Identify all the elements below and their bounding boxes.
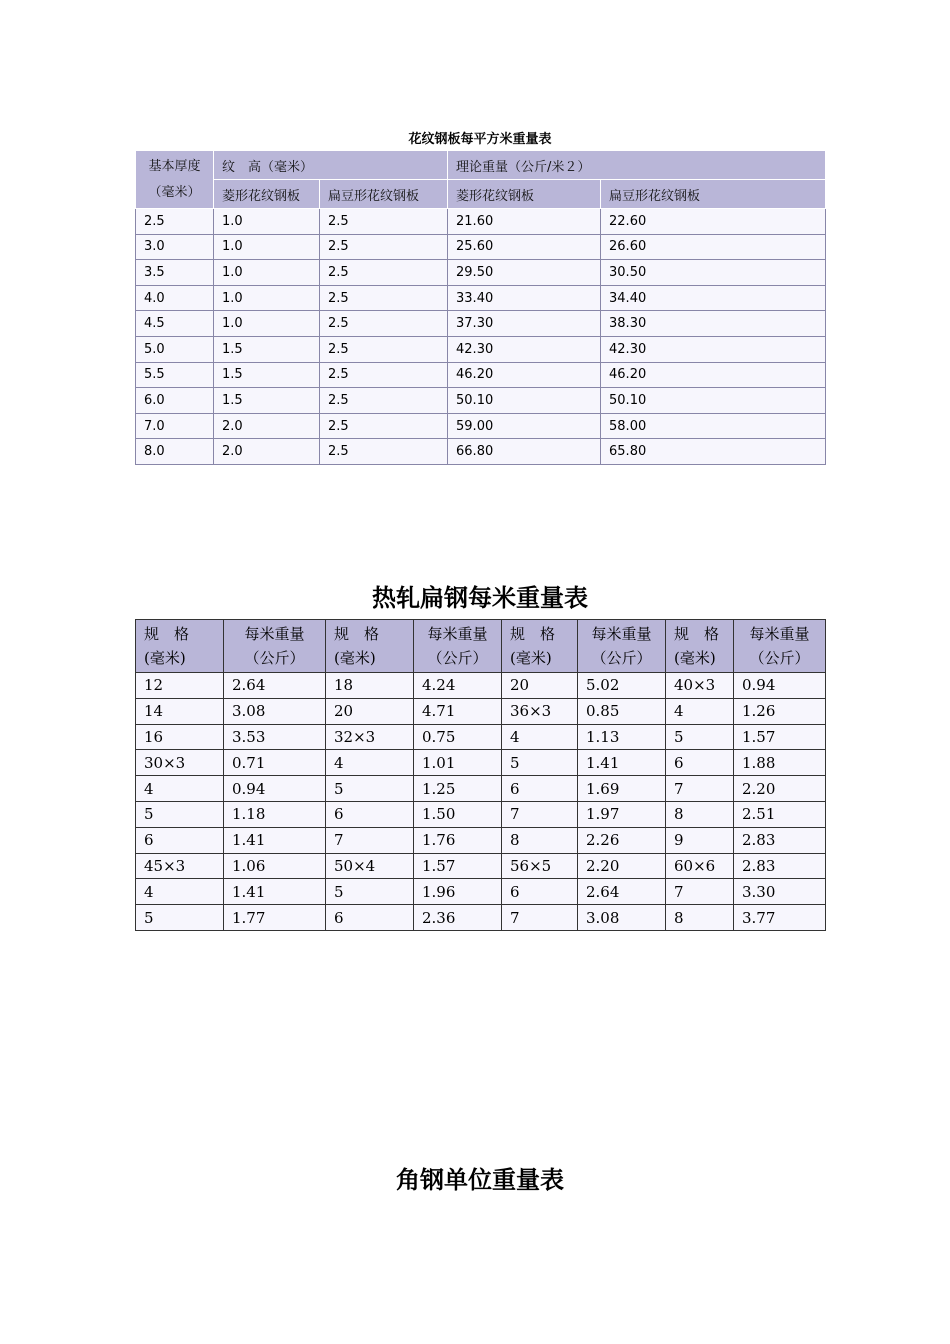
table-cell: 20 [502, 673, 578, 699]
table-cell: 2.64 [578, 879, 666, 905]
table-cell: 16 [136, 724, 224, 750]
table-cell: 2.20 [578, 853, 666, 879]
table-cell: 1.57 [734, 724, 826, 750]
table-cell: 1.01 [414, 750, 502, 776]
table-row [136, 724, 826, 750]
header-base-thickness: 基本厚度 （毫米） [136, 151, 214, 209]
table-cell: 25.60 [448, 234, 601, 260]
table-cell: 14 [136, 698, 224, 724]
table-cell: 36×3 [502, 698, 578, 724]
table-cell: 5.02 [578, 673, 666, 699]
table-cell: 8.0 [136, 439, 214, 465]
table-cell: 1.50 [414, 801, 502, 827]
table-row [136, 439, 826, 465]
table-cell: 7 [666, 776, 734, 802]
table-cell: 5.5 [136, 362, 214, 388]
table-cell: 2.5 [136, 209, 214, 235]
table-cell: 8 [666, 905, 734, 931]
table-cell: 1.0 [214, 234, 320, 260]
table-cell: 60×6 [666, 853, 734, 879]
table-cell: 37.30 [448, 311, 601, 337]
table-cell: 1.5 [214, 336, 320, 362]
header-weight-per-meter: 每米重量 （公斤） [414, 620, 502, 673]
table-row [136, 336, 826, 362]
table-row [136, 698, 826, 724]
table-cell: 5 [136, 905, 224, 931]
table-cell: 4.71 [414, 698, 502, 724]
table-cell: 4.5 [136, 311, 214, 337]
table-cell: 6 [136, 827, 224, 853]
table-cell: 8 [666, 801, 734, 827]
header-spec: 规 格 (毫米) [136, 620, 224, 673]
header-weight-per-meter: 每米重量 （公斤） [578, 620, 666, 673]
table-cell: 42.30 [601, 336, 826, 362]
table-cell: 30.50 [601, 260, 826, 286]
table-cell: 26.60 [601, 234, 826, 260]
table-cell: 2.83 [734, 853, 826, 879]
table-cell: 4 [502, 724, 578, 750]
header-pattern-height: 纹 高（毫米） [214, 151, 448, 180]
subheader-lentil-1: 扁豆形花纹钢板 [320, 180, 448, 209]
table-cell: 0.71 [224, 750, 326, 776]
table-cell: 22.60 [601, 209, 826, 235]
table-cell: 1.0 [214, 209, 320, 235]
table-cell: 0.94 [224, 776, 326, 802]
table-cell: 9 [666, 827, 734, 853]
table-cell: 1.76 [414, 827, 502, 853]
table-cell: 34.40 [601, 285, 826, 311]
table-cell: 2.64 [224, 673, 326, 699]
table-cell: 50.10 [448, 388, 601, 414]
table-cell: 8 [502, 827, 578, 853]
table-cell: 5 [326, 879, 414, 905]
table-cell: 4 [326, 750, 414, 776]
table-cell: 1.26 [734, 698, 826, 724]
table-cell: 2.83 [734, 827, 826, 853]
table-cell: 6 [502, 776, 578, 802]
table-cell: 7 [326, 827, 414, 853]
table-cell: 4 [136, 776, 224, 802]
table-row [136, 905, 826, 931]
table-cell: 3.5 [136, 260, 214, 286]
table-cell: 32×3 [326, 724, 414, 750]
table-cell: 29.50 [448, 260, 601, 286]
table-cell: 3.08 [578, 905, 666, 931]
table-cell: 38.30 [601, 311, 826, 337]
table-cell: 46.20 [448, 362, 601, 388]
table-cell: 6 [326, 801, 414, 827]
table-cell: 2.5 [320, 439, 448, 465]
table-cell: 46.20 [601, 362, 826, 388]
table-cell: 3.0 [136, 234, 214, 260]
table-row [136, 260, 826, 286]
table-cell: 1.69 [578, 776, 666, 802]
table2-title: 热轧扁钢每米重量表 [372, 583, 588, 612]
table-cell: 1.41 [578, 750, 666, 776]
table1-title: 花纹钢板每平方米重量表 [408, 132, 552, 147]
table-cell: 1.18 [224, 801, 326, 827]
table-cell: 1.06 [224, 853, 326, 879]
table-cell: 5.0 [136, 336, 214, 362]
table-cell: 3.53 [224, 724, 326, 750]
table-row [136, 209, 826, 235]
table-cell: 1.5 [214, 362, 320, 388]
table-cell: 2.20 [734, 776, 826, 802]
table-cell: 2.0 [214, 413, 320, 439]
table-cell: 1.41 [224, 879, 326, 905]
table-cell: 58.00 [601, 413, 826, 439]
table-cell: 1.0 [214, 311, 320, 337]
table-cell: 1.41 [224, 827, 326, 853]
table-row [136, 827, 826, 853]
table-row [136, 388, 826, 414]
table-cell: 1.25 [414, 776, 502, 802]
table-row [136, 311, 826, 337]
table-cell: 2.5 [320, 388, 448, 414]
header-spec: 规 格 (毫米) [502, 620, 578, 673]
table-cell: 1.96 [414, 879, 502, 905]
table-cell: 12 [136, 673, 224, 699]
table-cell: 2.5 [320, 311, 448, 337]
table-cell: 1.0 [214, 260, 320, 286]
table3-title: 角钢单位重量表 [396, 1165, 564, 1194]
header-spec: 规 格 (毫米) [326, 620, 414, 673]
table-cell: 5 [502, 750, 578, 776]
table-cell: 2.51 [734, 801, 826, 827]
table-cell: 4 [666, 698, 734, 724]
table-cell: 21.60 [448, 209, 601, 235]
subheader-lentil-2: 扁豆形花纹钢板 [601, 180, 826, 209]
table-cell: 45×3 [136, 853, 224, 879]
table-cell: 7 [666, 879, 734, 905]
table-cell: 6 [326, 905, 414, 931]
table-cell: 2.5 [320, 285, 448, 311]
table-cell: 4.24 [414, 673, 502, 699]
table-cell: 2.5 [320, 336, 448, 362]
table-cell: 3.77 [734, 905, 826, 931]
table-cell: 50.10 [601, 388, 826, 414]
header-weight-per-meter: 每米重量 （公斤） [224, 620, 326, 673]
table-cell: 30×3 [136, 750, 224, 776]
table-cell: 7 [502, 905, 578, 931]
table-cell: 2.0 [214, 439, 320, 465]
table-cell: 6 [502, 879, 578, 905]
table-row [136, 801, 826, 827]
subheader-diamond-2: 菱形花纹钢板 [448, 180, 601, 209]
table-cell: 3.08 [224, 698, 326, 724]
table-cell: 2.5 [320, 234, 448, 260]
header-theoretical-weight: 理论重量（公斤/米２） [448, 151, 826, 180]
table-cell: 4.0 [136, 285, 214, 311]
table-cell: 2.5 [320, 362, 448, 388]
table-cell: 7.0 [136, 413, 214, 439]
header-spec: 规 格 (毫米) [666, 620, 734, 673]
table-cell: 3.30 [734, 879, 826, 905]
table-cell: 65.80 [601, 439, 826, 465]
table-cell: 4 [136, 879, 224, 905]
flat-steel-weight-table [135, 619, 826, 931]
table-row [136, 853, 826, 879]
table-cell: 20 [326, 698, 414, 724]
table-cell: 5 [136, 801, 224, 827]
checkered-plate-weight-table [135, 150, 826, 465]
table-cell: 33.40 [448, 285, 601, 311]
table-cell: 50×4 [326, 853, 414, 879]
table-cell: 2.36 [414, 905, 502, 931]
table-row [136, 750, 826, 776]
table-cell: 5 [326, 776, 414, 802]
table-row [136, 362, 826, 388]
table-row [136, 413, 826, 439]
table-cell: 59.00 [448, 413, 601, 439]
table-row [136, 285, 826, 311]
table-cell: 1.5 [214, 388, 320, 414]
table-row [136, 673, 826, 699]
table-cell: 40×3 [666, 673, 734, 699]
table-cell: 0.85 [578, 698, 666, 724]
table-cell: 56×5 [502, 853, 578, 879]
header-weight-per-meter: 每米重量 （公斤） [734, 620, 826, 673]
table-cell: 1.77 [224, 905, 326, 931]
table-cell: 0.75 [414, 724, 502, 750]
table-cell: 1.88 [734, 750, 826, 776]
table-cell: 6 [666, 750, 734, 776]
table-cell: 7 [502, 801, 578, 827]
table-cell: 6.0 [136, 388, 214, 414]
table-row [136, 234, 826, 260]
table-cell: 66.80 [448, 439, 601, 465]
table-row [136, 776, 826, 802]
table-cell: 18 [326, 673, 414, 699]
subheader-diamond-1: 菱形花纹钢板 [214, 180, 320, 209]
table-cell: 1.0 [214, 285, 320, 311]
table-cell: 1.13 [578, 724, 666, 750]
table-cell: 5 [666, 724, 734, 750]
table-cell: 2.26 [578, 827, 666, 853]
table-cell: 1.97 [578, 801, 666, 827]
table-cell: 1.57 [414, 853, 502, 879]
table-row [136, 879, 826, 905]
table-cell: 2.5 [320, 413, 448, 439]
table-cell: 2.5 [320, 260, 448, 286]
table-cell: 42.30 [448, 336, 601, 362]
table-cell: 0.94 [734, 673, 826, 699]
table-cell: 2.5 [320, 209, 448, 235]
